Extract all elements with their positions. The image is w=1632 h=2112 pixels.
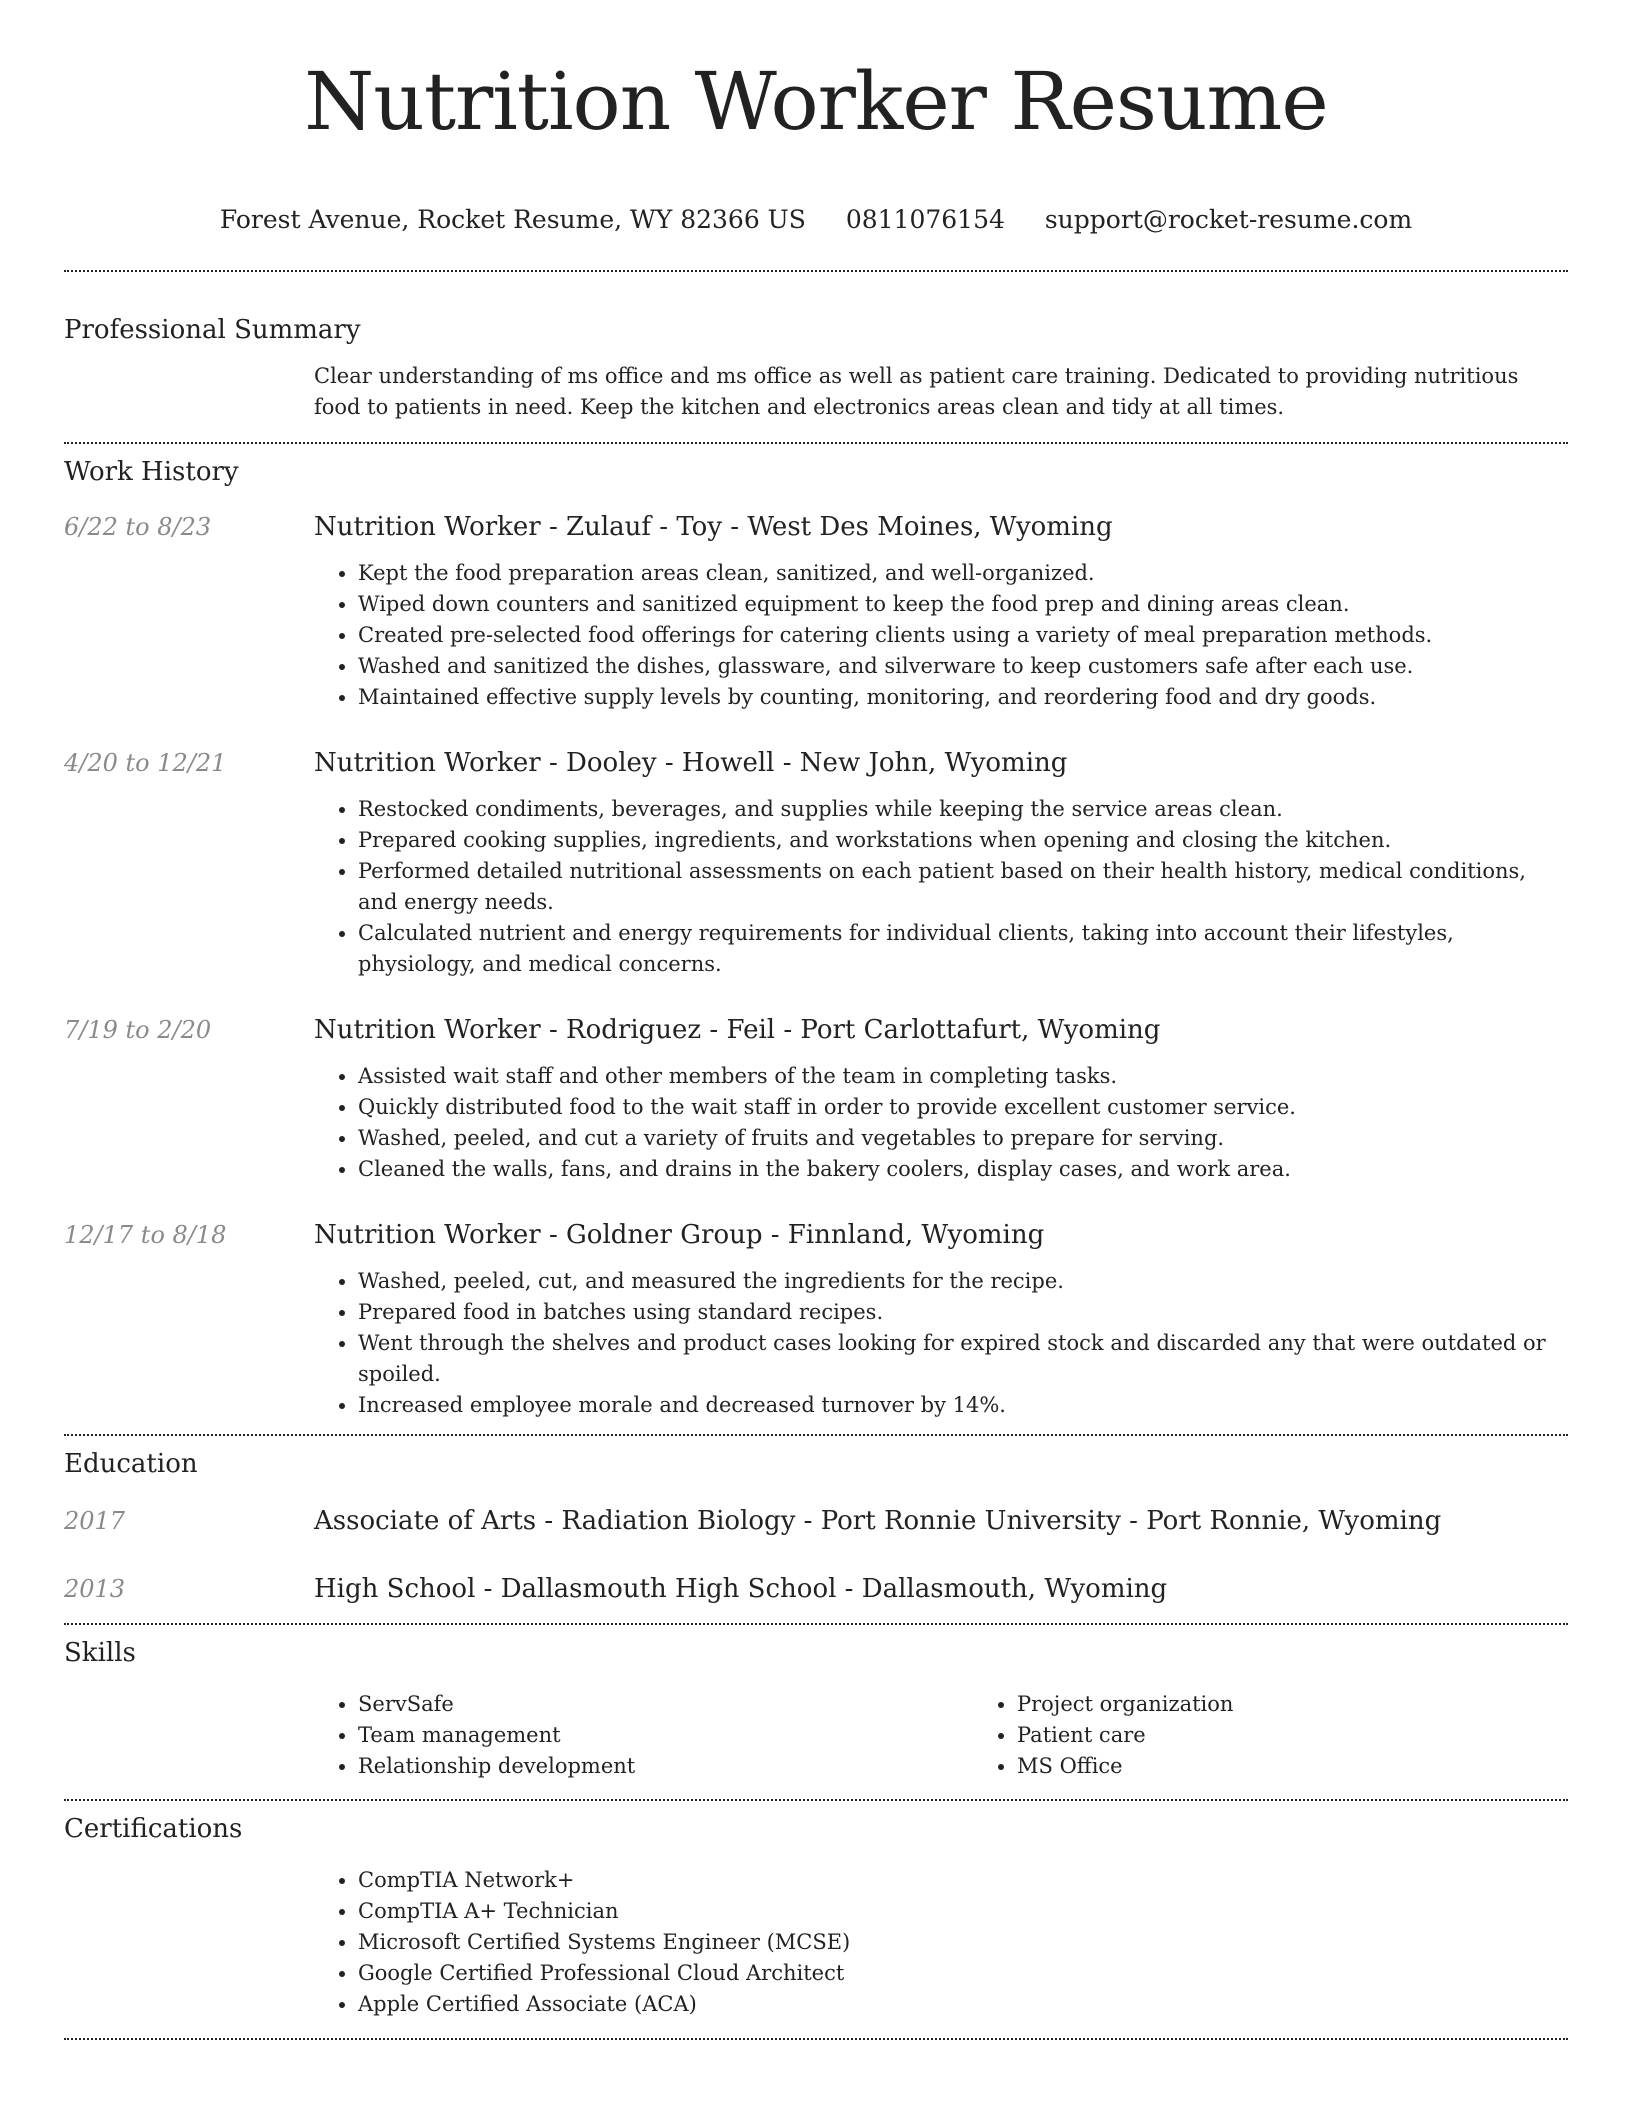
resume-header xyxy=(0,0,1632,236)
job-bullet: • Quickly distributed food to the wait staff in order to provide excellent customer service. xyxy=(358,1092,1568,1123)
certification-item: • CompTIA Network+ xyxy=(358,1865,1568,1896)
education-title xyxy=(314,1573,1568,1605)
job-bullets xyxy=(314,558,1568,713)
education-entry xyxy=(64,1573,1568,1605)
job-list xyxy=(64,511,1568,1421)
job-bullet: • Increased employee morale and decreased turnover by 14%. xyxy=(358,1390,1568,1421)
job-entry xyxy=(64,511,1568,713)
skill-item: • ServSafe xyxy=(358,1689,973,1720)
job-bullet: • Wiped down counters and sanitized equipment to keep the food prep and dining areas clean. xyxy=(358,589,1568,620)
contact-line xyxy=(0,204,1632,236)
job-dates: 4/20 to 12/21 xyxy=(64,749,227,777)
skill-item: • Team management xyxy=(358,1720,973,1751)
certifications-section xyxy=(64,1801,1568,2038)
job-bullet: • Washed and sanitized the dishes, glassware, and silverware to keep customers safe after each use. xyxy=(358,651,1568,682)
education-heading: Education xyxy=(64,1449,198,1479)
education-section xyxy=(64,1436,1568,1623)
job-dates: 7/19 to 2/20 xyxy=(64,1016,212,1044)
contact-email: support@rocket-resume.com xyxy=(1044,205,1413,234)
job-title: Nutrition Worker - Goldner Group - Finnland, Wyoming xyxy=(314,1220,1045,1250)
job-bullets xyxy=(314,1061,1568,1185)
job-bullet: • Restocked condiments, beverages, and supplies while keeping the service areas clean. xyxy=(358,794,1568,825)
education-year: 2017 xyxy=(64,1507,126,1535)
job-title: Nutrition Worker - Zulauf - Toy - West Des Moines, Wyoming xyxy=(314,512,1113,542)
skill-item: • Patient care xyxy=(1017,1720,1632,1751)
skills-list-right xyxy=(973,1689,1632,1782)
section-divider xyxy=(64,2038,1568,2040)
job-entry xyxy=(64,747,1568,980)
resume-title: Nutrition Worker Resume xyxy=(304,55,1328,148)
job-bullet: • Went through the shelves and product cases looking for expired stock and discarded any that were outdated or spoiled. xyxy=(358,1328,1568,1390)
job-title: Nutrition Worker - Rodriguez - Feil - Port Carlottafurt, Wyoming xyxy=(314,1015,1161,1045)
job-bullet: • Kept the food preparation areas clean, sanitized, and well-organized. xyxy=(358,558,1568,589)
education-year: 2013 xyxy=(64,1575,126,1603)
job-bullets xyxy=(314,1266,1568,1421)
job-bullet: • Maintained effective supply levels by counting, monitoring, and reordering food and dry goods. xyxy=(358,682,1568,713)
job-dates: 6/22 to 8/23 xyxy=(64,513,212,541)
education-degree: Associate of Arts - Radiation Biology xyxy=(314,1506,796,1536)
education-details: - Dallasmouth High School - Dallasmouth, Wyoming xyxy=(475,1574,1168,1604)
job-dates: 12/17 to 8/18 xyxy=(64,1221,227,1249)
certifications-list xyxy=(314,1865,1568,2020)
work-history-section xyxy=(64,444,1568,1434)
education-title xyxy=(314,1505,1568,1537)
job-bullet: • Cleaned the walls, fans, and drains in the bakery coolers, display cases, and work area. xyxy=(358,1154,1568,1185)
certification-item: • Apple Certified Associate (ACA) xyxy=(358,1989,1568,2020)
contact-phone: 0811076154 xyxy=(845,205,1005,234)
work-history-heading: Work History xyxy=(64,457,239,487)
certification-item: • CompTIA A+ Technician xyxy=(358,1896,1568,1927)
job-bullets xyxy=(314,794,1568,980)
contact-address: Forest Avenue, Rocket Resume, WY 82366 US xyxy=(219,205,806,234)
job-bullet: • Assisted wait staff and other members of the team in completing tasks. xyxy=(358,1061,1568,1092)
skills-list-left xyxy=(314,1689,973,1782)
job-entry xyxy=(64,1014,1568,1185)
job-bullet: • Washed, peeled, cut, and measured the ingredients for the recipe. xyxy=(358,1266,1568,1297)
job-bullet: • Performed detailed nutritional assessments on each patient based on their health history, medical conditions, and energy needs. xyxy=(358,856,1568,918)
job-bullet: • Prepared food in batches using standard recipes. xyxy=(358,1297,1568,1328)
summary-section xyxy=(64,272,1568,442)
summary-text: Clear understanding of ms office and ms office as well as patient care training. Dedicated to providing nutritious food to patients in need. Keep the kitchen and electronics areas clean and tidy at all times. xyxy=(314,364,1519,419)
job-bullet: • Calculated nutrient and energy requirements for individual clients, taking into account their lifestyles, physiology, and medical concerns. xyxy=(358,918,1568,980)
education-entry xyxy=(64,1505,1568,1537)
job-title: Nutrition Worker - Dooley - Howell - New John, Wyoming xyxy=(314,748,1068,778)
job-entry xyxy=(64,1219,1568,1421)
certification-item: • Google Certified Professional Cloud Architect xyxy=(358,1958,1568,1989)
skills-heading: Skills xyxy=(64,1638,136,1668)
skill-item: • Relationship development xyxy=(358,1751,973,1782)
job-bullet: • Prepared cooking supplies, ingredients, and workstations when opening and closing the kitchen. xyxy=(358,825,1568,856)
skill-item: • Project organization xyxy=(1017,1689,1632,1720)
education-degree: High School xyxy=(314,1574,476,1604)
certifications-heading: Certifications xyxy=(64,1814,243,1844)
summary-heading: Professional Summary xyxy=(64,315,361,345)
skills-section xyxy=(64,1625,1568,1799)
job-bullet: • Washed, peeled, and cut a variety of fruits and vegetables to prepare for serving. xyxy=(358,1123,1568,1154)
job-bullet: • Created pre-selected food offerings for catering clients using a variety of meal preparation methods. xyxy=(358,620,1568,651)
skill-item: • MS Office xyxy=(1017,1751,1632,1782)
certification-item: • Microsoft Certified Systems Engineer (MCSE) xyxy=(358,1927,1568,1958)
education-details: - Port Ronnie University - Port Ronnie, Wyoming xyxy=(795,1506,1442,1536)
